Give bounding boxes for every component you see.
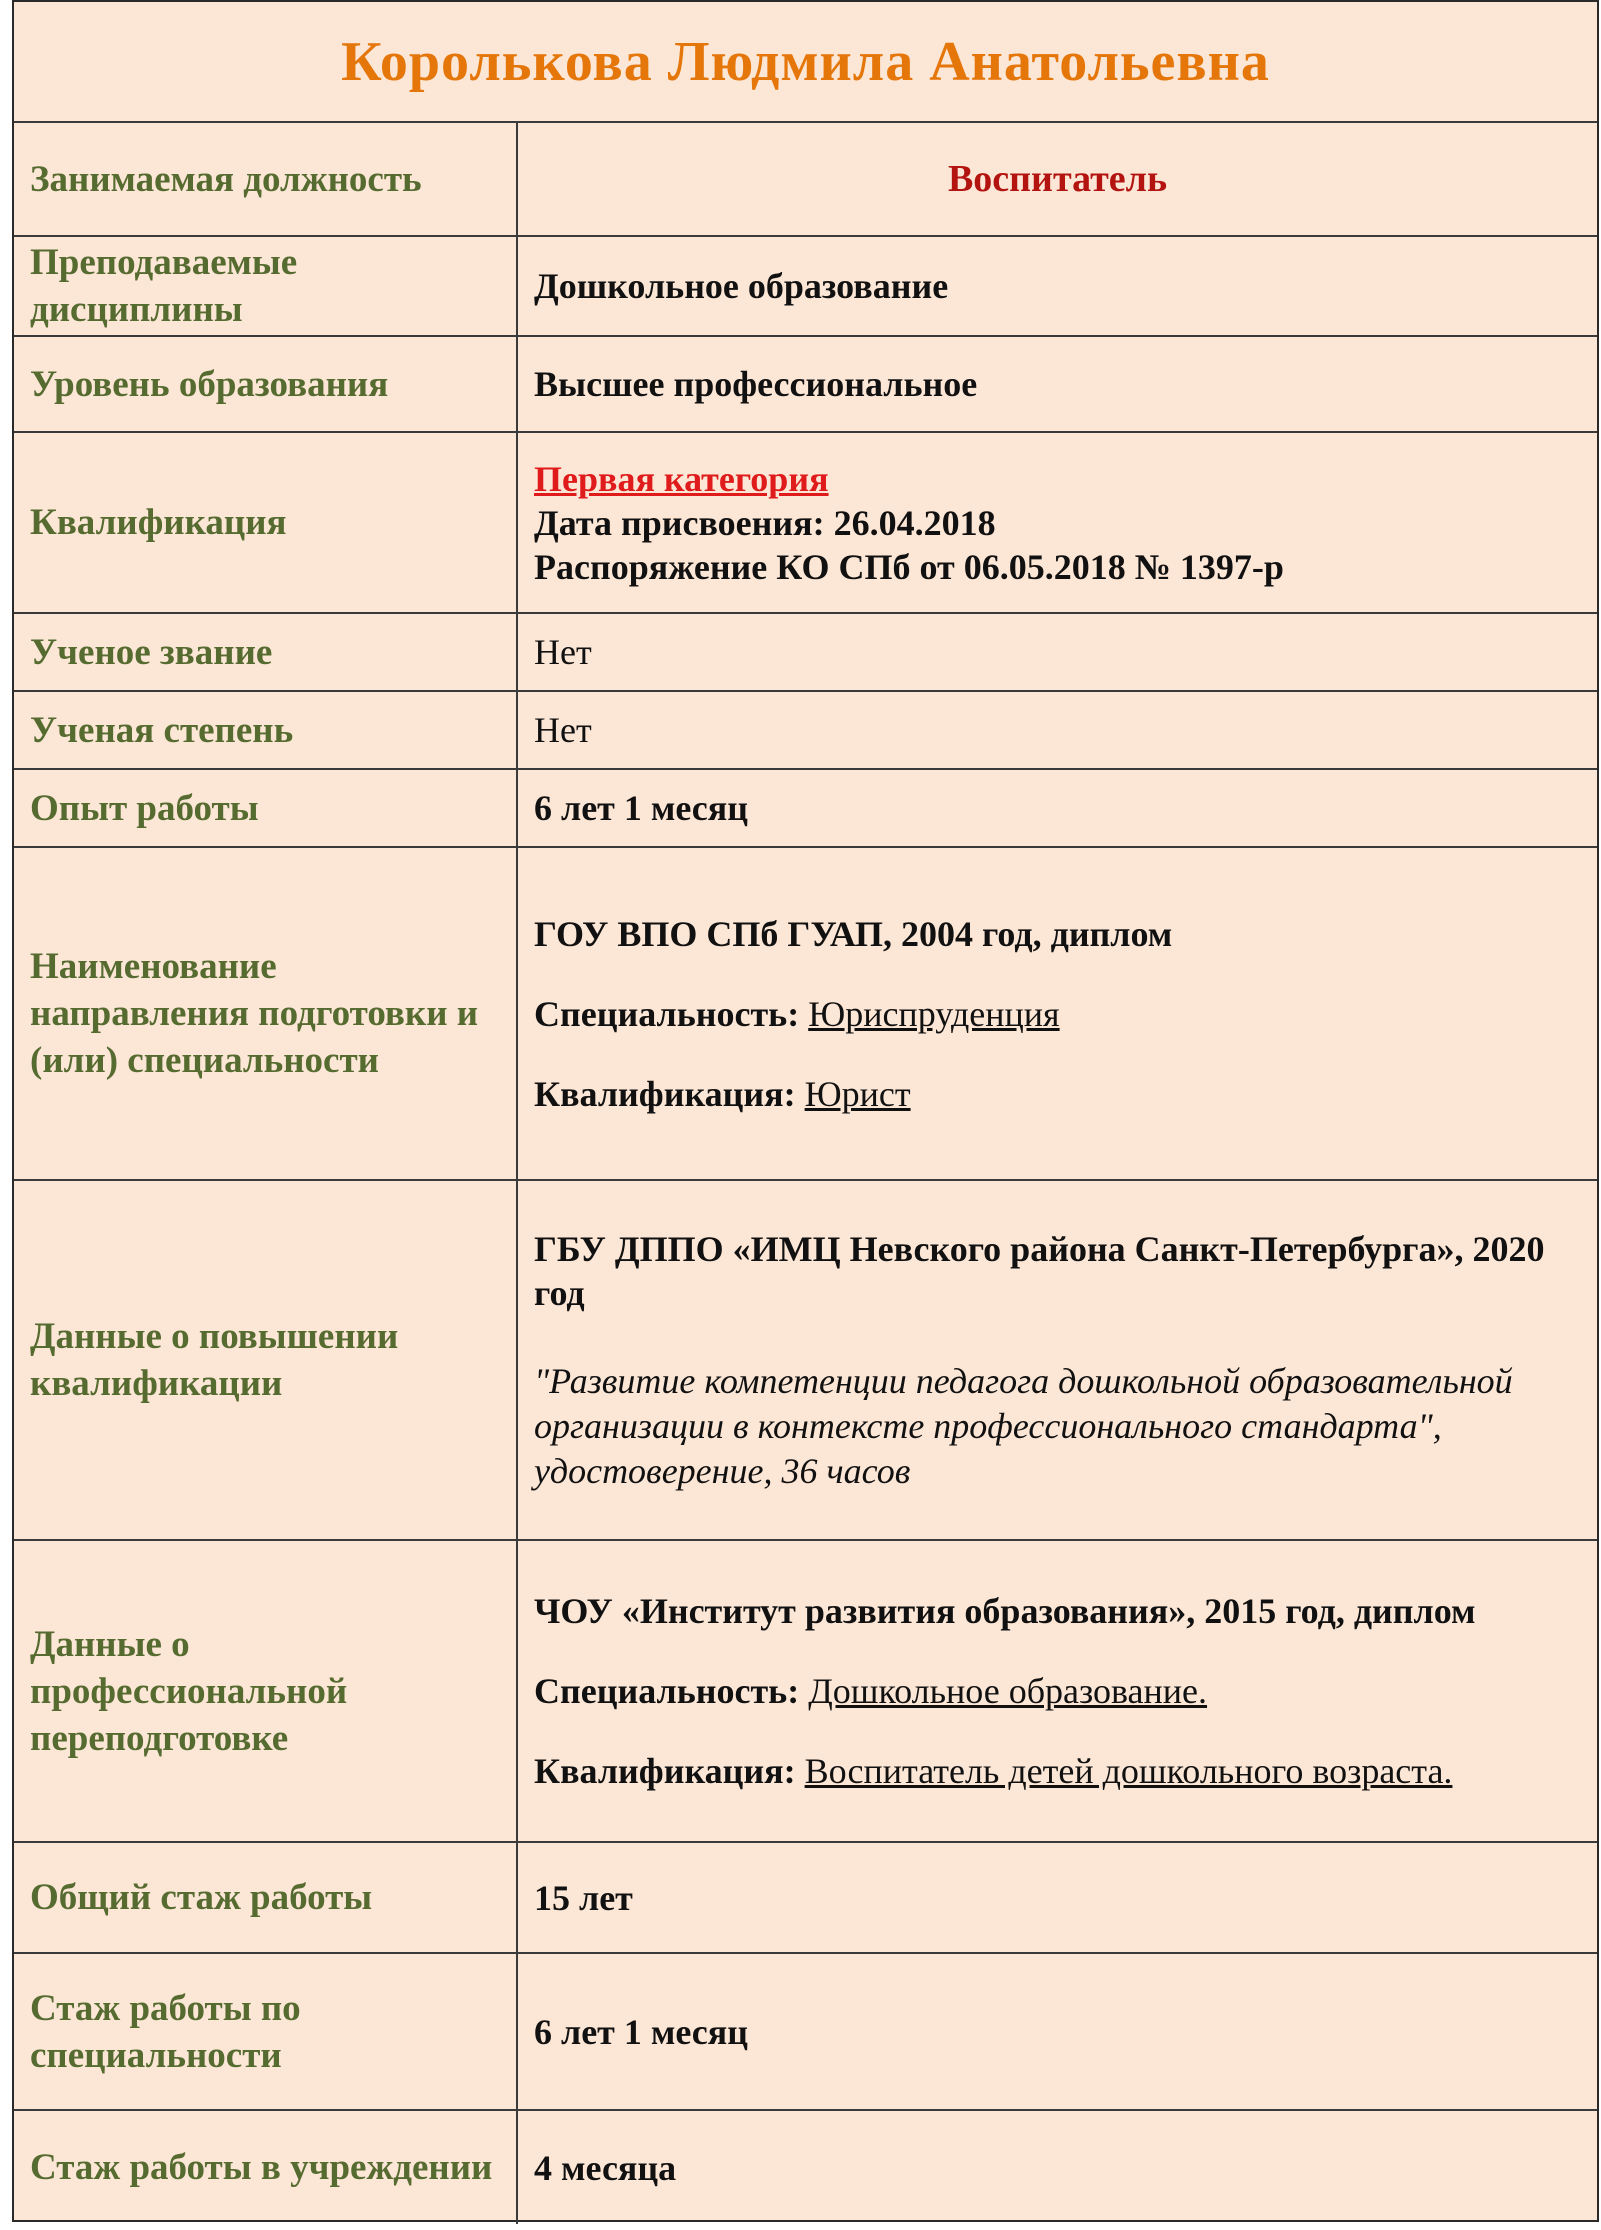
person-name: Королькова Людмила Анатольевна bbox=[14, 2, 1597, 122]
qualification-order: Распоряжение КО СПб от 06.05.2018 № 1397-р bbox=[534, 546, 1284, 587]
row-specialty-experience bbox=[14, 1953, 1597, 2110]
training-label: Данные о повышении квалификации bbox=[14, 1180, 517, 1540]
title-row bbox=[14, 2, 1597, 122]
row-institution-experience bbox=[14, 2110, 1597, 2224]
education-level-label: Уровень образования bbox=[14, 336, 517, 432]
retraining-institution: ЧОУ «Институт развития образования», 2015 год, диплом bbox=[534, 1591, 1476, 1631]
row-disciplines bbox=[14, 236, 1597, 336]
row-academic-title bbox=[14, 613, 1597, 691]
institution-experience-label: Стаж работы в учреждении bbox=[14, 2110, 517, 2224]
position-label: Занимаемая должность bbox=[14, 122, 517, 236]
specialty-institution: ГОУ ВПО СПб ГУАП, 2004 год, диплом bbox=[534, 913, 1173, 954]
disciplines-label: Преподаваемые дисциплины bbox=[14, 236, 517, 336]
retraining-label: Данные о профессиональной переподготовке bbox=[14, 1540, 517, 1842]
specialty-experience-label: Стаж работы по специальности bbox=[14, 1953, 517, 2110]
position-value: Воспитатель bbox=[947, 158, 1168, 200]
qualification-label: Квалификация bbox=[14, 432, 517, 613]
row-retraining bbox=[14, 1540, 1597, 1842]
row-experience bbox=[14, 769, 1597, 847]
specialty-label: Наименование направления подготовки и (или) специальности bbox=[14, 847, 517, 1180]
disciplines-value: Дошкольное образование bbox=[517, 236, 1597, 336]
institution-experience-value: 4 месяца bbox=[517, 2110, 1597, 2224]
row-training bbox=[14, 1180, 1597, 1540]
specialty-qual-label: Квалификация: bbox=[534, 1073, 796, 1114]
profile-table bbox=[14, 2, 1597, 2224]
specialty-spec-label: Специальность: bbox=[534, 993, 800, 1034]
academic-title-label: Ученое звание bbox=[14, 613, 517, 691]
row-qualification bbox=[14, 432, 1597, 613]
retraining-spec-value: Дошкольное образование. bbox=[808, 1671, 1208, 1711]
retraining-spec-label: Специальность: bbox=[534, 1671, 800, 1711]
total-experience-value: 15 лет bbox=[517, 1842, 1597, 1953]
experience-value: 6 лет 1 месяц bbox=[517, 769, 1597, 847]
training-institution: ГБУ ДППО «ИМЦ Невского района Санкт-Петербурга», 2020 год bbox=[534, 1228, 1545, 1313]
specialty-experience-value: 6 лет 1 месяц bbox=[517, 1953, 1597, 2110]
training-course: "Развитие компетенции педагога дошкольной образовательной организации в контексте профессионального стандарта", удостоверение, 36 часов bbox=[534, 1360, 1513, 1491]
academic-degree-label: Ученая степень bbox=[14, 691, 517, 769]
qualification-category-link[interactable]: Первая категория bbox=[534, 458, 829, 499]
qualification-date: Дата присвоения: 26.04.2018 bbox=[534, 502, 996, 543]
profile-card bbox=[12, 0, 1599, 2222]
academic-title-value: Нет bbox=[517, 613, 1597, 691]
row-academic-degree bbox=[14, 691, 1597, 769]
total-experience-label: Общий стаж работы bbox=[14, 1842, 517, 1953]
education-level-value: Высшее профессиональное bbox=[517, 336, 1597, 432]
row-total-experience bbox=[14, 1842, 1597, 1953]
academic-degree-value: Нет bbox=[517, 691, 1597, 769]
specialty-qual-value: Юрист bbox=[804, 1073, 911, 1114]
retraining-qual-value: Воспитатель детей дошкольного возраста. bbox=[804, 1751, 1453, 1791]
experience-label: Опыт работы bbox=[14, 769, 517, 847]
row-position bbox=[14, 122, 1597, 236]
row-education-level bbox=[14, 336, 1597, 432]
retraining-qual-label: Квалификация: bbox=[534, 1751, 796, 1791]
row-specialty bbox=[14, 847, 1597, 1180]
specialty-spec-value: Юриспруденция bbox=[808, 993, 1060, 1034]
